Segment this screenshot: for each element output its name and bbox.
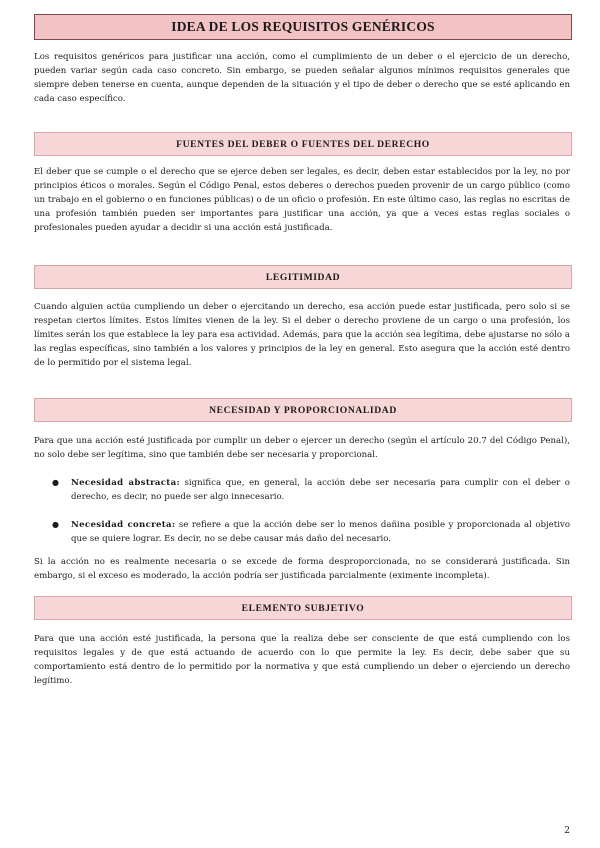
bullet-icon: ●: [52, 478, 59, 487]
bullet-icon: ●: [52, 520, 59, 529]
bullet-term: Necesidad concreta:: [71, 520, 176, 530]
bullet-term: Necesidad abstracta:: [71, 478, 180, 488]
list-item: [34, 518, 570, 546]
list-item: [34, 476, 570, 504]
section-heading-fuentes: FUENTES DEL DEBER O FUENTES DEL DERECHO: [34, 132, 572, 156]
necesidad-bullet-list: [34, 476, 570, 546]
page-title: IDEA DE LOS REQUISITOS GENÉRICOS: [34, 14, 572, 40]
section-heading-necesidad: NECESIDAD Y PROPORCIONALIDAD: [34, 398, 572, 422]
section-closing-necesidad: Si la acción no es realmente necesaria o se excede de forma desproporcionada, no se considerará justificada. Sin embargo, si el exceso es moderado, la acción podría ser justificada parcialmente (eximente incompleta).: [34, 557, 570, 581]
section-heading-legitimidad: LEGITIMIDAD: [34, 265, 572, 289]
intro-paragraph: Los requisitos genéricos para justificar una acción, como el cumplimiento de un deber o el ejercicio de un derecho, pueden variar según cada caso concreto. Sin embargo, se pueden señalar algunos mínimos requisitos generales que siempre deben tenerse en cuenta, aunque dependen de la situación y el tipo de deber o derecho que se esté aplicando en cada caso específico.: [34, 52, 570, 104]
section-body-subjetivo: Para que una acción esté justificada, la persona que la realiza debe ser consciente de que está cumpliendo con los requisitos legales y de que está actuando de acuerdo con lo que permite la ley. Es decir, debe saber que su comportamiento está dentro de lo permitido por la normativa y que está cumpliendo un deber o ejerciendo un derecho legítimo.: [34, 634, 570, 686]
bullet-text: significa que, en general, la acción debe ser necesaria para cumplir con el deber o derecho, es decir, no puede ser algo innecesario.: [71, 478, 570, 502]
section-body-necesidad: Para que una acción esté justificada por cumplir un deber o ejercer un derecho (según el artículo 20.7 del Código Penal), no solo debe ser legítima, sino que también debe ser necesaria y proporcional.: [34, 436, 570, 460]
section-body-fuentes: El deber que se cumple o el derecho que se ejerce deben ser legales, es decir, deben estar establecidos por la ley, no por principios éticos o morales. Según el Código Penal, estos deberes o derechos pueden provenir de un cargo público (como un trabajo en el gobierno o en funciones públicas) o de un oficio o profesión. En este último caso, las reglas no escritas de una profesión también pueden ser importantes para justificar una acción, ya que a veces estas reglas sociales o profesionales pueden ayudar a decidir si una acción está justificada.: [34, 167, 570, 233]
section-heading-subjetivo: ELEMENTO SUBJETIVO: [34, 596, 572, 620]
section-body-legitimidad: Cuando alguien actúa cumpliendo un deber o ejercitando un derecho, esa acción puede estar justificada, pero solo si se respetan ciertos límites. Estos límites vienen de la ley. Si el deber o derecho proviene de un cargo o una profesión, los límites serán los que establece la ley para esa actividad. Además, para que la acción sea legítima, debe ajustarse no sólo a las reglas específicas, sino también a los valores y principios de la ley en general. Esto asegura que la acción esté dentro de lo permitido por el sistema legal.: [34, 302, 570, 368]
bullet-text: se refiere a que la acción debe ser lo menos dañina posible y proporcionada al objetivo que se quiere lograr. Es decir, no se debe causar más daño del necesario.: [71, 520, 571, 544]
page-number: 2: [564, 826, 570, 836]
